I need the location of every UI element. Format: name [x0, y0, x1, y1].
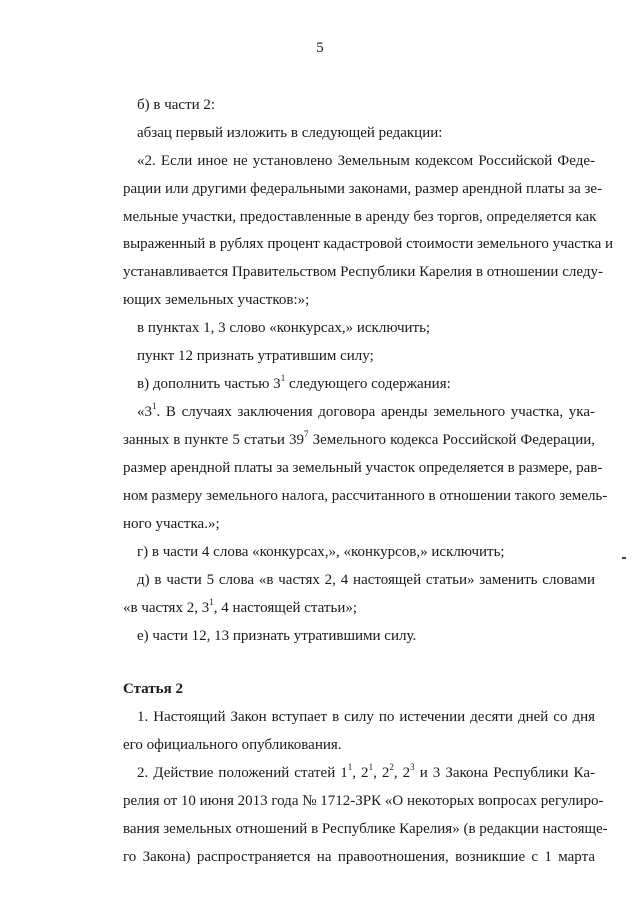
text-line: «2. Если иное не установлено Земельным кодексом Российской Феде-: [137, 153, 595, 169]
text-line: г) в части 4 слова «конкурсах,», «конкурсов,» исключить;: [137, 544, 505, 560]
text-line: [123, 598, 595, 618]
text-line: размер арендной платы за земельный участок определяется в размере, рав-: [123, 460, 603, 476]
superscript: 1: [280, 373, 286, 383]
text-line: б) в части 2:: [137, 97, 216, 113]
text-span: «в частях 2, 3: [123, 600, 210, 616]
superscript: 3: [410, 762, 415, 772]
superscript: 1: [152, 401, 157, 411]
text-line: вания земельных отношений в Республике Карелия» (в редакции настояще-: [123, 821, 608, 837]
text-line: пункт 12 признать утратившим силу;: [137, 348, 374, 364]
text-span: . В случаях заключения договора аренды земельного участка, ука-: [156, 404, 595, 420]
text-line: [137, 374, 595, 394]
text-line: 1. Настоящий Закон вступает в силу по истечении десяти дней со дня: [137, 709, 595, 725]
text-line: д) в части 5 слова «в частях 2, 4 настоящей статьи» заменить словами: [137, 572, 595, 588]
text-span: 2. Действие положений статей 1: [137, 765, 348, 781]
text-line: го Закона) распространяется на правоотношения, возникшие с 1 марта: [123, 849, 595, 865]
text-span: «3: [137, 404, 152, 420]
text-span: , 2: [373, 765, 390, 781]
text-span: , 4 настоящей статьи»;: [213, 600, 358, 616]
superscript: 7: [304, 429, 309, 439]
page-number: 5: [316, 40, 324, 56]
text-line: е) части 12, 13 признать утратившими силу.: [137, 628, 417, 644]
superscript: 2: [389, 762, 394, 772]
superscript: 1: [347, 762, 353, 772]
text-line: его официального опубликования.: [123, 737, 342, 753]
text-span: , 2: [352, 765, 369, 781]
text-line: релия от 10 июня 2013 года № 1712-ЗРК «О некоторых вопросах регулиро-: [123, 793, 604, 809]
text-line: [123, 430, 595, 450]
superscript: 1: [368, 762, 374, 772]
scan-mark: [622, 557, 626, 559]
text-line: абзац первый изложить в следующей редакции:: [137, 125, 443, 141]
text-line: выраженный в рублях процент кадастровой стоимости земельного участка и: [123, 236, 614, 252]
text-span: и 3 Закона Республики Ка-: [414, 765, 595, 781]
text-line: [137, 402, 595, 422]
text-line: ного участка.»;: [123, 516, 220, 532]
text-span: , 2: [393, 765, 411, 781]
section-heading: Статья 2: [123, 681, 183, 697]
text-line: мельные участки, предоставленные в аренду без торгов, определяется как: [123, 209, 597, 225]
text-line: [137, 763, 595, 783]
text-line: рации или другими федеральными законами, размер арендной платы за зе-: [123, 181, 603, 197]
text-span: Земельного кодекса Российской Федерации,: [308, 432, 595, 448]
text-line: в пунктах 1, 3 слово «конкурсах,» исключить;: [137, 320, 431, 336]
text-span: занных в пункте 5 статьи 39: [123, 432, 305, 448]
text-line: ном размеру земельного налога, рассчитанного в отношении такого земель-: [123, 488, 608, 504]
superscript: 1: [209, 597, 214, 607]
text-line: ющих земельных участков:»;: [123, 292, 310, 308]
text-span: в) дополнить частью 3: [137, 376, 281, 392]
text-span: следующего содержания:: [285, 376, 451, 392]
text-line: устанавливается Правительством Республики Карелия в отношении следу-: [123, 264, 603, 280]
